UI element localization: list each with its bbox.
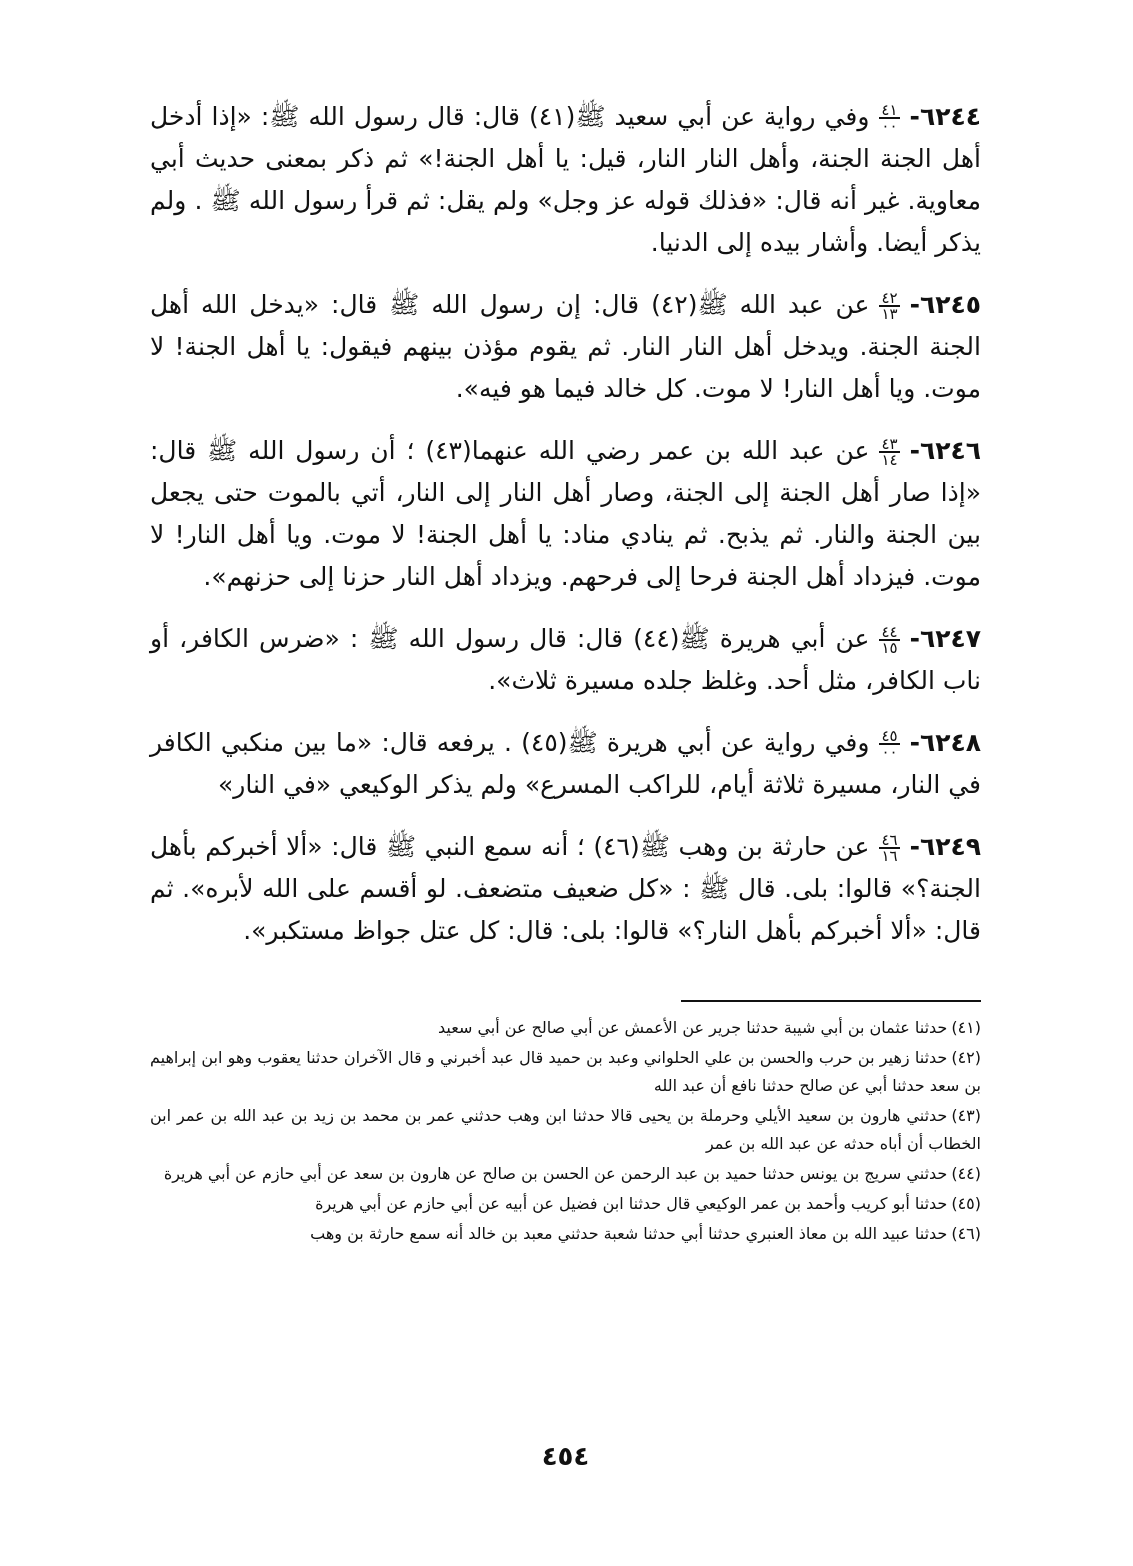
hadith-number: ٦٢٤٦- [909, 436, 981, 465]
reference-bottom: ٠٠ [881, 117, 898, 135]
reference-top: ٤٢ [881, 289, 898, 307]
reference-bottom: ١٤ [881, 451, 898, 469]
hadith-text: عن عبد الله ﷺ(٤٢) قال: إن رسول الله ﷺ قال: «يدخل الله أهل الجنة الجنة. ويدخل أهل النار النار. ثم يقوم مؤذن بينهم فيقول: يا أهل الجنة! لا موت. ويا أهل النار! لا موت. كل خالد فيما هو فيه». [150, 290, 981, 403]
reference-top: ٤٥ [881, 727, 898, 745]
reference-top: ٤٤ [881, 623, 898, 641]
hadith-paragraph [150, 722, 981, 806]
footnote-text: حدثنا عثمان بن أبي شيبة حدثنا جرير عن الأعمش عن أبي صالح عن أبي سعيد [438, 1018, 948, 1037]
reference-bottom: ٠٠ [881, 743, 898, 761]
hadith-paragraph [150, 430, 981, 598]
footnote-separator [681, 1000, 981, 1002]
footnote-number: (٤٥) [951, 1194, 981, 1213]
hadith-paragraph [150, 284, 981, 410]
footnote-number: (٤٣) [951, 1106, 981, 1125]
hadith-reference [879, 103, 899, 133]
hadith-paragraph [150, 618, 981, 702]
hadith-reference [879, 437, 899, 467]
hadith-text: وفي رواية عن أبي سعيد ﷺ(٤١) قال: قال رسول الله ﷺ: «إذا أدخل أهل الجنة الجنة، وأهل النار النار، قيل: يا أهل الجنة!» ثم ذكر بمعنى حديث أبي معاوية. غير أنه قال: «فذلك قوله عز وجل» ولم يقل: ثم قرأ رسول الله ﷺ . ولم يذكر أيضا. وأشار بيده إلى الدنيا. [150, 102, 981, 257]
footnote-text: حدثني هارون بن سعيد الأيلي وحرملة بن يحيى قالا حدثنا ابن وهب حدثني عمر بن محمد بن زيد بن عبد الله بن عمر ابن الخطاب أن أباه حدثه عن عبد الله بن عمر [150, 1106, 981, 1153]
reference-bottom: ١٣ [881, 305, 898, 323]
footnote-text: حدثنا زهير بن حرب والحسن بن علي الحلواني وعبد بن حميد قال عبد أخبرني و قال الآخران حدثنا يعقوب وهو ابن إبراهيم بن سعد حدثنا أبي عن صالح حدثنا نافع أن عبد الله [150, 1048, 981, 1095]
footnote [150, 1190, 981, 1218]
hadith-number: ٦٢٤٥- [909, 290, 981, 319]
hadith-number: ٦٢٤٤- [909, 102, 981, 131]
hadith-paragraph [150, 96, 981, 264]
hadith-reference [879, 729, 899, 759]
reference-bottom: ١٦ [881, 847, 898, 865]
footnote-text: حدثنا أبو كريب وأحمد بن عمر الوكيعي قال حدثنا ابن فضيل عن أبيه عن أبي حازم عن أبي هريرة [315, 1194, 948, 1213]
book-page [150, 96, 981, 1566]
hadith-reference [879, 625, 899, 655]
hadith-reference [879, 833, 899, 863]
footnote-number: (٤٤) [951, 1164, 981, 1183]
hadith-text: عن حارثة بن وهب ﷺ(٤٦) ؛ أنه سمع النبي ﷺ قال: «ألا أخبركم بأهل الجنة؟» قالوا: بلى. قال ﷺ : «كل ضعيف متضعف. لو أقسم على الله لأبره». ثم قال: «ألا أخبركم بأهل النار؟» قالوا: بلى: قال: كل عتل جواظ مستكبر». [150, 832, 981, 945]
footnote [150, 1160, 981, 1188]
reference-top: ٤١ [881, 101, 898, 119]
reference-top: ٤٦ [881, 831, 898, 849]
footnote-text: حدثنا عبيد الله بن معاذ العنبري حدثنا أبي حدثنا شعبة حدثني معبد بن خالد أنه سمع حارثة بن وهب [310, 1224, 948, 1243]
footnote [150, 1014, 981, 1042]
hadith-reference [879, 291, 899, 321]
hadith-text: وفي رواية عن أبي هريرة ﷺ(٤٥) . يرفعه قال: «ما بين منكبي الكافر في النار، مسيرة ثلاثة أيام، للراكب المسرع» ولم يذكر الوكيعي «في النار» [150, 728, 981, 799]
reference-bottom: ١٥ [881, 639, 898, 657]
footnote-number: (٤٢) [951, 1048, 981, 1067]
hadith-number: ٦٢٤٧- [909, 624, 982, 653]
hadith-text: عن عبد الله بن عمر رضي الله عنهما(٤٣) ؛ أن رسول الله ﷺ قال: «إذا صار أهل الجنة إلى الجنة، وصار أهل النار إلى النار، أتي بالموت حتى يجعل بين الجنة والنار. ثم يذبح. ثم ينادي مناد: يا أهل الجنة! لا موت. ويا أهل النار! لا موت. فيزداد أهل الجنة فرحا إلى فرحهم. ويزداد أهل النار حزنا إلى حزنهم». [150, 436, 981, 591]
footnote-number: (٤١) [951, 1018, 981, 1037]
footnote [150, 1102, 981, 1158]
hadith-paragraph [150, 826, 981, 952]
hadith-number: ٦٢٤٨- [909, 728, 981, 757]
hadith-text: عن أبي هريرة ﷺ(٤٤) قال: قال رسول الله ﷺ : «ضرس الكافر، أو ناب الكافر، مثل أحد. وغلظ جلده مسيرة ثلاث». [150, 624, 981, 695]
footnote [150, 1220, 981, 1248]
page-number: ٤٥٤ [541, 1442, 590, 1472]
hadith-number: ٦٢٤٩- [909, 832, 981, 861]
footnote-text: حدثني سريج بن يونس حدثنا حميد بن عبد الرحمن عن الحسن بن صالح عن هارون بن سعد عن أبي حازم عن أبي هريرة [163, 1164, 948, 1183]
footnote [150, 1044, 981, 1100]
footnote-number: (٤٦) [951, 1224, 981, 1243]
reference-top: ٤٣ [881, 435, 898, 453]
